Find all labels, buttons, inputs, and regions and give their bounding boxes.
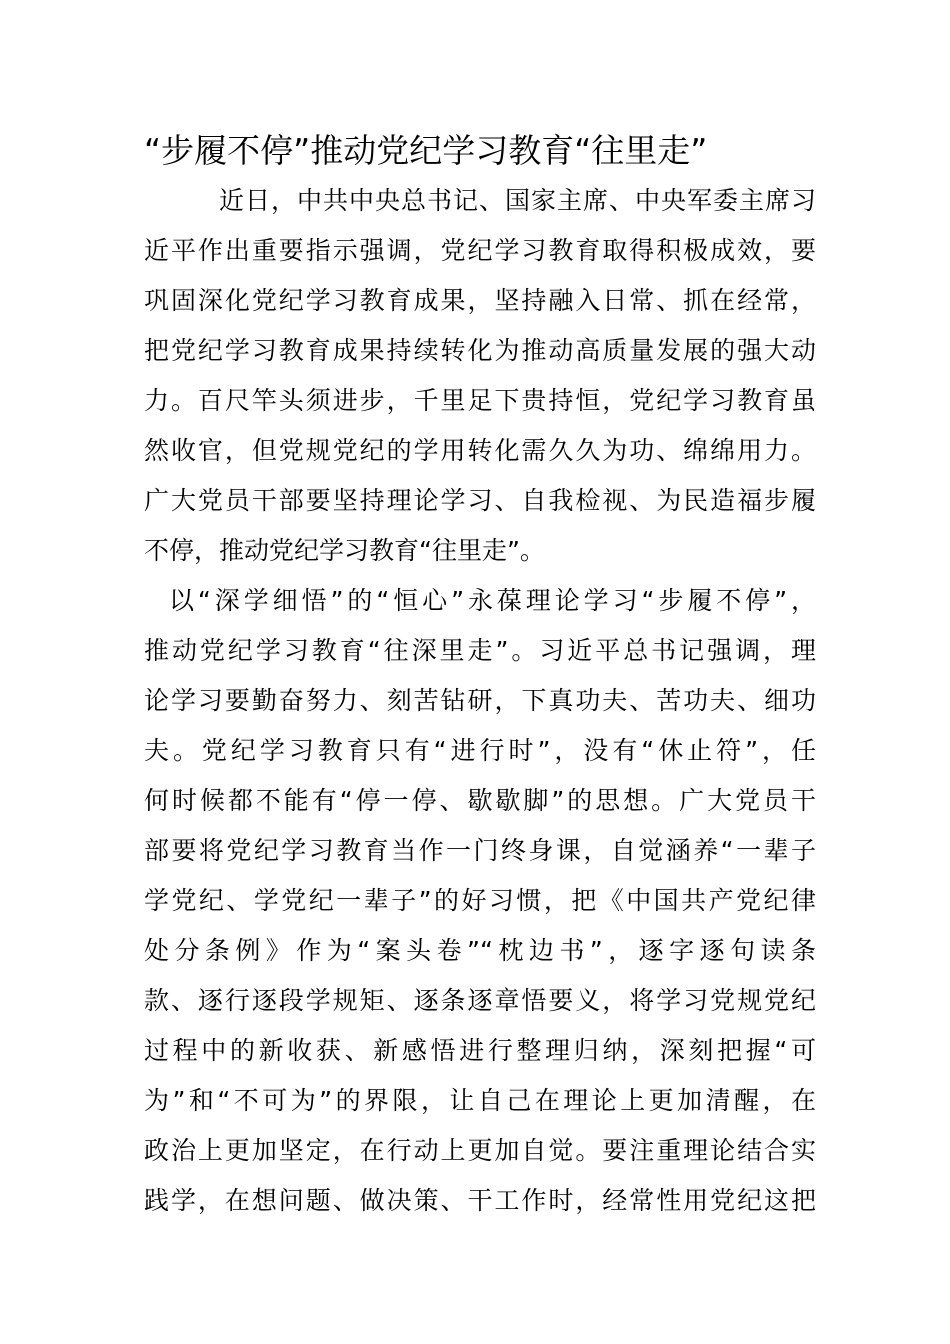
paragraph-line: 论学习要勤奋努力、刻苦钻研，下真功夫、苦功夫、细功 (144, 686, 816, 715)
paragraph-line: 近平作出重要指示强调，党纪学习教育取得积极成效，要 (144, 236, 816, 265)
paragraph-line: 把党纪学习教育成果持续转化为推动高质量发展的强大动 (144, 336, 816, 365)
document-title: “步履不停”推动党纪学习教育“往里走” (144, 131, 708, 170)
paragraph-line: 政治上更加坚定，在行动上更加自觉。要注重理论结合实 (144, 1136, 816, 1165)
paragraph-line: 夫。党纪学习教育只有“进行时”，没有“休止符”，任 (144, 736, 816, 765)
paragraph-line: 何时候都不能有“停一停、歇歇脚”的思想。广大党员干 (144, 786, 816, 815)
paragraph-line: 然收官，但党规党纪的学用转化需久久为功、绵绵用力。 (144, 436, 816, 465)
paragraph-line: 巩固深化党纪学习教育成果，坚持融入日常、抓在经常， (144, 286, 816, 315)
paragraph-line: 处分条例》作为“案头卷”“枕边书”，逐字逐句读条 (144, 936, 816, 965)
paragraph-line: 推动党纪学习教育“往深里走”。习近平总书记强调，理 (144, 636, 816, 665)
paragraph-line: 部要将党纪学习教育当作一门终身课，自觉涵养“一辈子 (144, 836, 816, 865)
paragraph-line: 力。百尺竿头须进步，千里足下贵持恒，党纪学习教育虽 (144, 386, 816, 415)
paragraph-line: 践学，在想问题、做决策、干工作时，经常性用党纪这把 (144, 1186, 816, 1215)
paragraph-line: 为”和“不可为”的界限，让自己在理论上更加清醒，在 (144, 1086, 816, 1115)
paragraph-line: 学党纪、学党纪一辈子”的好习惯，把《中国共产党纪律 (144, 886, 816, 915)
paragraph-line: 款、逐行逐段学规矩、逐条逐章悟要义，将学习党规党纪 (144, 986, 816, 1015)
paragraph-1 (144, 176, 816, 576)
paragraph-2 (144, 576, 816, 1226)
paragraph-line: 以“深学细悟”的“恒心”永葆理论学习“步履不停”， (169, 586, 816, 615)
paragraph-line: 广大党员干部要坚持理论学习、自我检视、为民造福步履 (144, 486, 816, 515)
paragraph-line: 不停，推动党纪学习教育“往里走”。 (144, 536, 545, 565)
paragraph-line: 近日，中共中央总书记、国家主席、中央军委主席习 (219, 186, 816, 215)
paragraph-line: 过程中的新收获、新感悟进行整理归纳，深刻把握“可 (144, 1036, 816, 1065)
document-body (144, 176, 816, 1226)
